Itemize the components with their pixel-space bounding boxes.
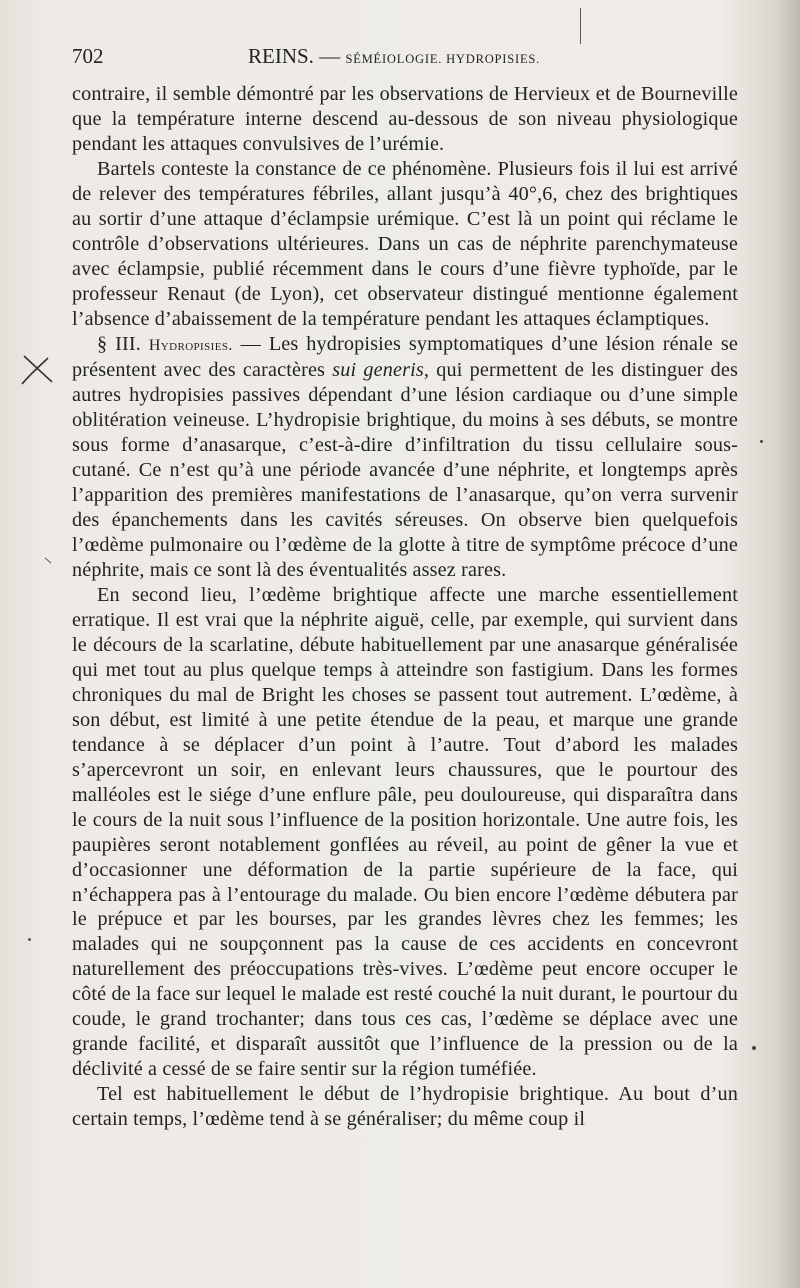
paragraph-1: contraire, il semble démontré par les observations de Hervieux et de Bourneville que la température interne descend au-dessous de son niveau physiologique pendant les attaques convulsives de l’urémie. bbox=[72, 83, 738, 155]
pencil-tick bbox=[45, 558, 52, 564]
section-number: § III. bbox=[97, 332, 141, 355]
italic-term: sui generis bbox=[332, 359, 424, 382]
paragraph-5: Tel est habituellement le début de l’hydropisie brightique. Au bout d’un certain temps, l’œdème tend à se généraliser; du même coup il bbox=[72, 1083, 738, 1131]
chapter-title: REINS. bbox=[248, 44, 314, 68]
handwritten-cross-mark bbox=[18, 348, 58, 388]
section-dash: — bbox=[232, 332, 269, 355]
header-dash: — bbox=[313, 44, 346, 68]
scan-line-mark bbox=[580, 8, 581, 44]
ink-dot bbox=[28, 938, 31, 941]
section-heading: Hydropisies. bbox=[148, 336, 233, 354]
running-header bbox=[72, 44, 732, 72]
running-title bbox=[248, 44, 540, 69]
page-number: 702 bbox=[72, 44, 104, 68]
paragraph-2: Bartels conteste la constance de ce phénomène. Plusieurs fois il lui est arrivé de relever des températures fébriles, allant jusqu’à 40°,6, chez des brightiques au sortir d’une attaque d’éclampsie urémique. C’est là un point qui réclame le contrôle d’observations ultérieures. Dans un cas de néphrite parenchymateuse avec éclampsie, publié récemment dans le cours d’une fièvre typhoïde, par le professeur Renaut (de Lyon), cet observateur distingué mentionne également l’absence d’abaissement de la température pendant les attaques éclamptiques. bbox=[72, 157, 738, 330]
body-text bbox=[72, 82, 738, 1132]
ink-dot bbox=[752, 1046, 756, 1050]
section-title: SÉMÉIOLOGIE. HYDROPISIES. bbox=[345, 52, 541, 66]
paragraph-3-text-a: Les hydropisies symptomatiques d’une lésion rénale se présentent avec des caractères bbox=[72, 332, 738, 382]
paragraph-3-text-b: , qui permettent de les distinguer des autres hydropisies passives dépendant d’une lésion cardiaque ou d’une simple oblitération veineuse. L’hydropisie brightique, du moins à ses débuts, se montre sous forme d’anasarque, c’est-à-dire d’infiltration du tissu cellulaire sous-cutané. Ce n’est qu’à une période avancée d’une néphrite, et longtemps après l’apparition des premières manifestations de l’anasarque, qu’on verra survenir des épanchements dans les cavités séreuses. On observe bien quelquefois l’œdème pulmonaire ou l’œdème de la glotte à titre de symptôme précoce d’une néphrite, mais ce sont là des éventualités assez rares. bbox=[72, 359, 738, 582]
ink-dot bbox=[760, 440, 763, 443]
paragraph-4: En second lieu, l’œdème brightique affecte une marche essentiellement erratique. Il est vrai que la néphrite aiguë, celle, par exemple, qui survient dans le décours de la scarlatine, débute habituellement par une anasarque généralisée qui met tout au plus quelque temps à atteindre son fastigium. Dans les formes chroniques du mal de Bright les choses se passent tout autrement. L’œdème, à son début, est limité à une petite étendue de la peau, et marque une grande tendance à se déplacer d’un point à l’autre. Tout d’abord les malades s’apercevront un soir, en enlevant leurs chaussures, que le pourtour des malléoles est le siége d’une enflure pâle, peu douloureuse, qui disparaîtra dans le cours de la nuit sous l’influence de la position horizontale. Une autre fois, les paupières seront notablement gonflées au réveil, au point de gêner la vue et d’occasionner une déformation de la partie supérieure de la face, qui n’échappera pas à l’entourage du malade. Ou bien encore l’œdème débutera par le prépuce et par les bourses, par les grandes lèvres chez les femmes; les malades qui ne soupçonnent pas la cause de ces accidents en concevront naturellement des préoccupations très-vives. L’œdème peut encore occuper le côté de la face sur lequel le malade est resté couché la nuit durant, le pourtour du coude, le grand trochanter; dans tous ces cas, l’œdème se déplace avec une grande facilité, et disparaît aussitôt que l’influence de la pression ou de la déclivité a cessé de se faire sentir sur la région tuméfiée. bbox=[72, 584, 738, 1081]
paragraph-3 bbox=[72, 332, 738, 584]
